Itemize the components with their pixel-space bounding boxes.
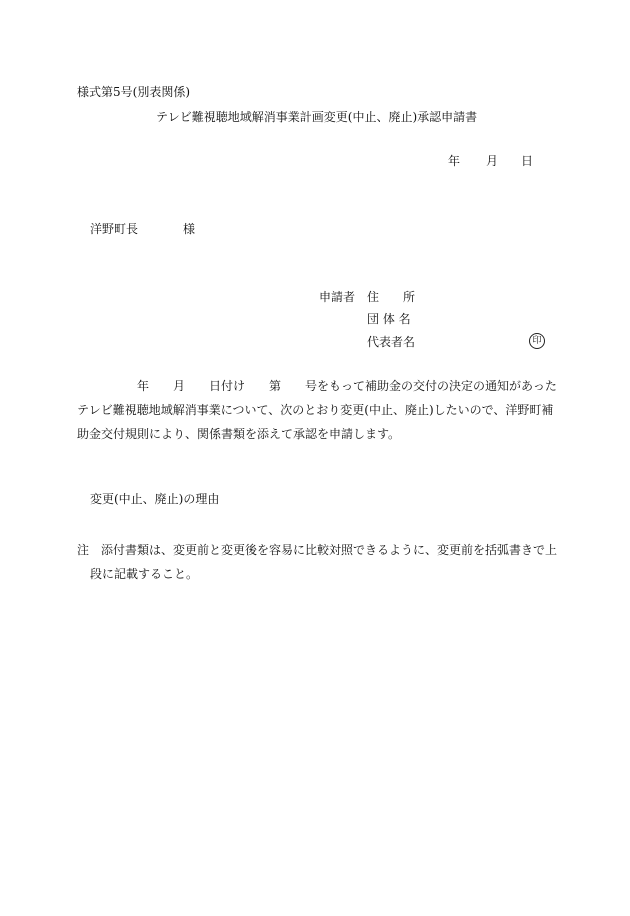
applicant-organization-label: 団 体 名 [367,312,411,326]
document-title: テレビ難視聴地域解消事業計画変更(中止、廃止)承認申請書 [156,110,478,124]
body-line-2: テレビ難視聴地域解消事業について、次のとおり変更(中止、廃止)したいので、洋野町補 [77,403,554,417]
date-year-label: 年 [448,154,461,168]
date-day-label: 日 [521,154,534,168]
date-month-label: 月 [486,154,499,168]
applicant-address-label: 住 所 [367,290,416,304]
reason-label: 変更(中止、廃止)の理由 [90,492,220,506]
applicant-label: 申請者 [319,290,356,304]
seal-mark: 印 [529,333,545,349]
form-number: 様式第5号(別表関係) [77,85,190,99]
note-line-2: 段に記載すること。 [90,567,199,581]
note-line-1: 注 添付書類は、変更前と変更後を容易に比較対照できるように、変更前を括弧書きで上 [77,543,558,557]
addressee-name: 洋野町長 [90,222,139,236]
body-line-1: 年 月 日付け 第 号をもって補助金の交付の決定の通知があった [77,379,557,393]
body-line-3: 助金交付規則により、関係書類を添えて承認を申請します。 [77,427,401,441]
addressee-honorific: 様 [183,222,196,236]
applicant-representative-label: 代表者名 [367,335,416,349]
